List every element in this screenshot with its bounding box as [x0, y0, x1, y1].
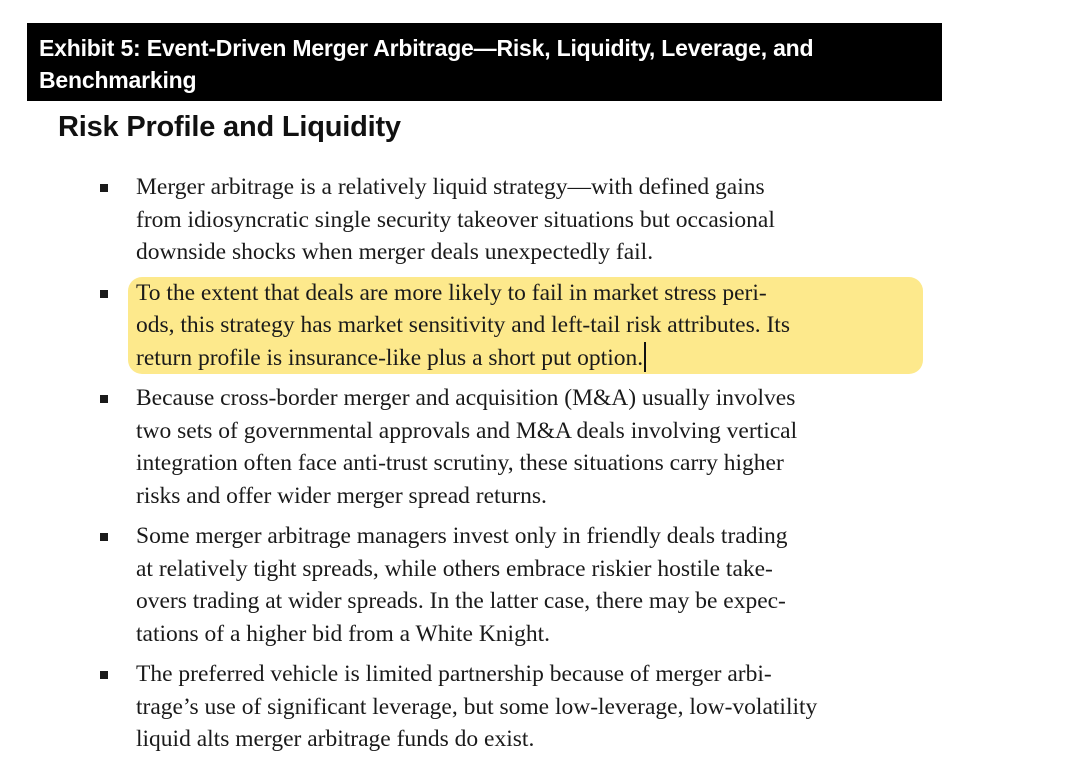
- bullet-item: [98, 520, 913, 650]
- bullet-item: [98, 382, 913, 512]
- bullet-text[interactable]: The preferred vehicle is limited partnership because of merger arbi- trage’s use of significant leverage, but some low-leverage, low-volatility liquid alts merger arbitrage funds do exist.: [136, 661, 818, 752]
- square-bullet-icon: [100, 395, 108, 403]
- square-bullet-icon: [100, 290, 108, 298]
- highlighted-bullet-text[interactable]: [128, 277, 923, 375]
- exhibit-header: [27, 23, 942, 101]
- square-bullet-icon: [100, 533, 108, 541]
- highlighted-text[interactable]: To the extent that deals are more likely to fail in market stress peri- ods, this strategy has market sensitivity and left-tail risk attributes. Its return profile is insurance-like plus a short put option.: [136, 279, 790, 371]
- section-title: Risk Profile and Liquidity: [58, 111, 401, 143]
- exhibit-title: Exhibit 5: Event-Driven Merger Arbitrage—Risk, Liquidity, Leverage, and Benchmarking: [39, 35, 814, 93]
- text-cursor-icon: [644, 342, 646, 372]
- square-bullet-icon: [100, 184, 108, 192]
- bullet-list: [98, 171, 913, 764]
- bullet-item: [98, 171, 913, 269]
- bullet-text[interactable]: Merger arbitrage is a relatively liquid strategy—with defined gains from idiosyncratic single security takeover situations but occasional downside shocks when merger deals unexpectedly fail.: [136, 174, 775, 265]
- bullet-item: [98, 658, 913, 756]
- bullet-item-highlighted: [98, 277, 913, 375]
- square-bullet-icon: [100, 671, 108, 679]
- bullet-text[interactable]: Some merger arbitrage managers invest only in friendly deals trading at relatively tight spreads, while others embrace riskier hostile take- overs trading at wider spreads. In the latter case, there may be expec- tations of a higher bid from a White Knight.: [136, 523, 788, 647]
- bullet-text[interactable]: Because cross-border merger and acquisition (M&A) usually involves two sets of governmental approvals and M&A deals involving vertical integration often face anti-trust scrutiny, these situations carry higher risks and offer wider merger spread returns.: [136, 385, 798, 509]
